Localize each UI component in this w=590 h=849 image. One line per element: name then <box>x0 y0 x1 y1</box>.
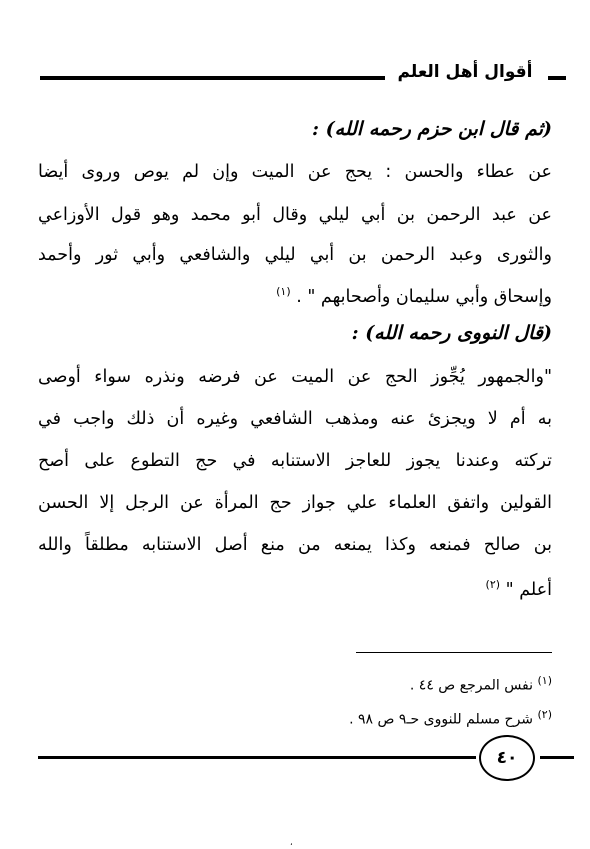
footnote-ref-2: (٢) <box>485 578 501 591</box>
text-line: تركته وعندنا يجوز للعاجز الاستنابه في حج التطوع على أصح <box>38 451 552 471</box>
footnote-1 <box>410 674 552 694</box>
text-line-content: وإسحاق وأبي سليمان وأصحابهم " . <box>296 286 552 307</box>
footnote-2 <box>349 708 552 728</box>
header-rule-end <box>548 76 566 80</box>
stray-mark: ، <box>290 838 293 847</box>
text-line: والثورى وعبد الرحمن بن أبي ليلي والشافعي وأبي ثور وأحمد <box>38 245 552 265</box>
footnote-2-text: شرح مسلم للنووى حـ٩ ص ٩٨ . <box>349 711 534 728</box>
section-heading-ibn-hazm: (ثم قال ابن حزم رحمه الله) : <box>312 118 552 140</box>
footnote-1-text: نفس المرجع ص ٤٤ . <box>409 677 534 694</box>
text-line: عن عبد الرحمن بن أبي ليلي وقال أبو محمد وهو قول الأوزاعي <box>38 205 552 225</box>
footnote-1-ref: (١) <box>537 674 552 687</box>
running-header-title: أقوال أهل العلم <box>397 62 533 82</box>
page-number: ٤٠ <box>496 748 518 768</box>
section-heading-nawawi: (قال النووى رحمه الله) : <box>351 322 552 344</box>
page-number-badge <box>479 735 535 781</box>
text-line: بن صالح فمنعه وكذا يمنعه من منع أصل الاستنابه مطلقاً والله <box>38 535 552 555</box>
text-line: القولين واتفق العلماء علي جواز حج المرأة عن الرجل إلا الحسن <box>38 493 552 513</box>
footnote-separator <box>356 652 552 653</box>
footnote-2-ref: (٢) <box>537 708 552 721</box>
footer-rule-right <box>540 756 574 759</box>
header-rule <box>40 76 385 80</box>
footnote-ref-1: (١) <box>276 285 291 298</box>
text-line: "والجمهور يُجِّوز الحج عن الميت عن فرضه ونذره سواء أوصى <box>38 367 552 387</box>
text-line-last <box>38 570 552 605</box>
text-line: عن عطاء والحسن : يحج عن الميت وإن لم يوص وروى أيضا <box>38 162 552 182</box>
text-line-last <box>38 277 552 312</box>
footer-rule-left <box>38 756 476 759</box>
text-line: به أم لا ويجزئ عنه ومذهب الشافعي وغيره أن ذلك واجب في <box>38 409 552 429</box>
text-line-content: أعلم " <box>505 579 552 600</box>
